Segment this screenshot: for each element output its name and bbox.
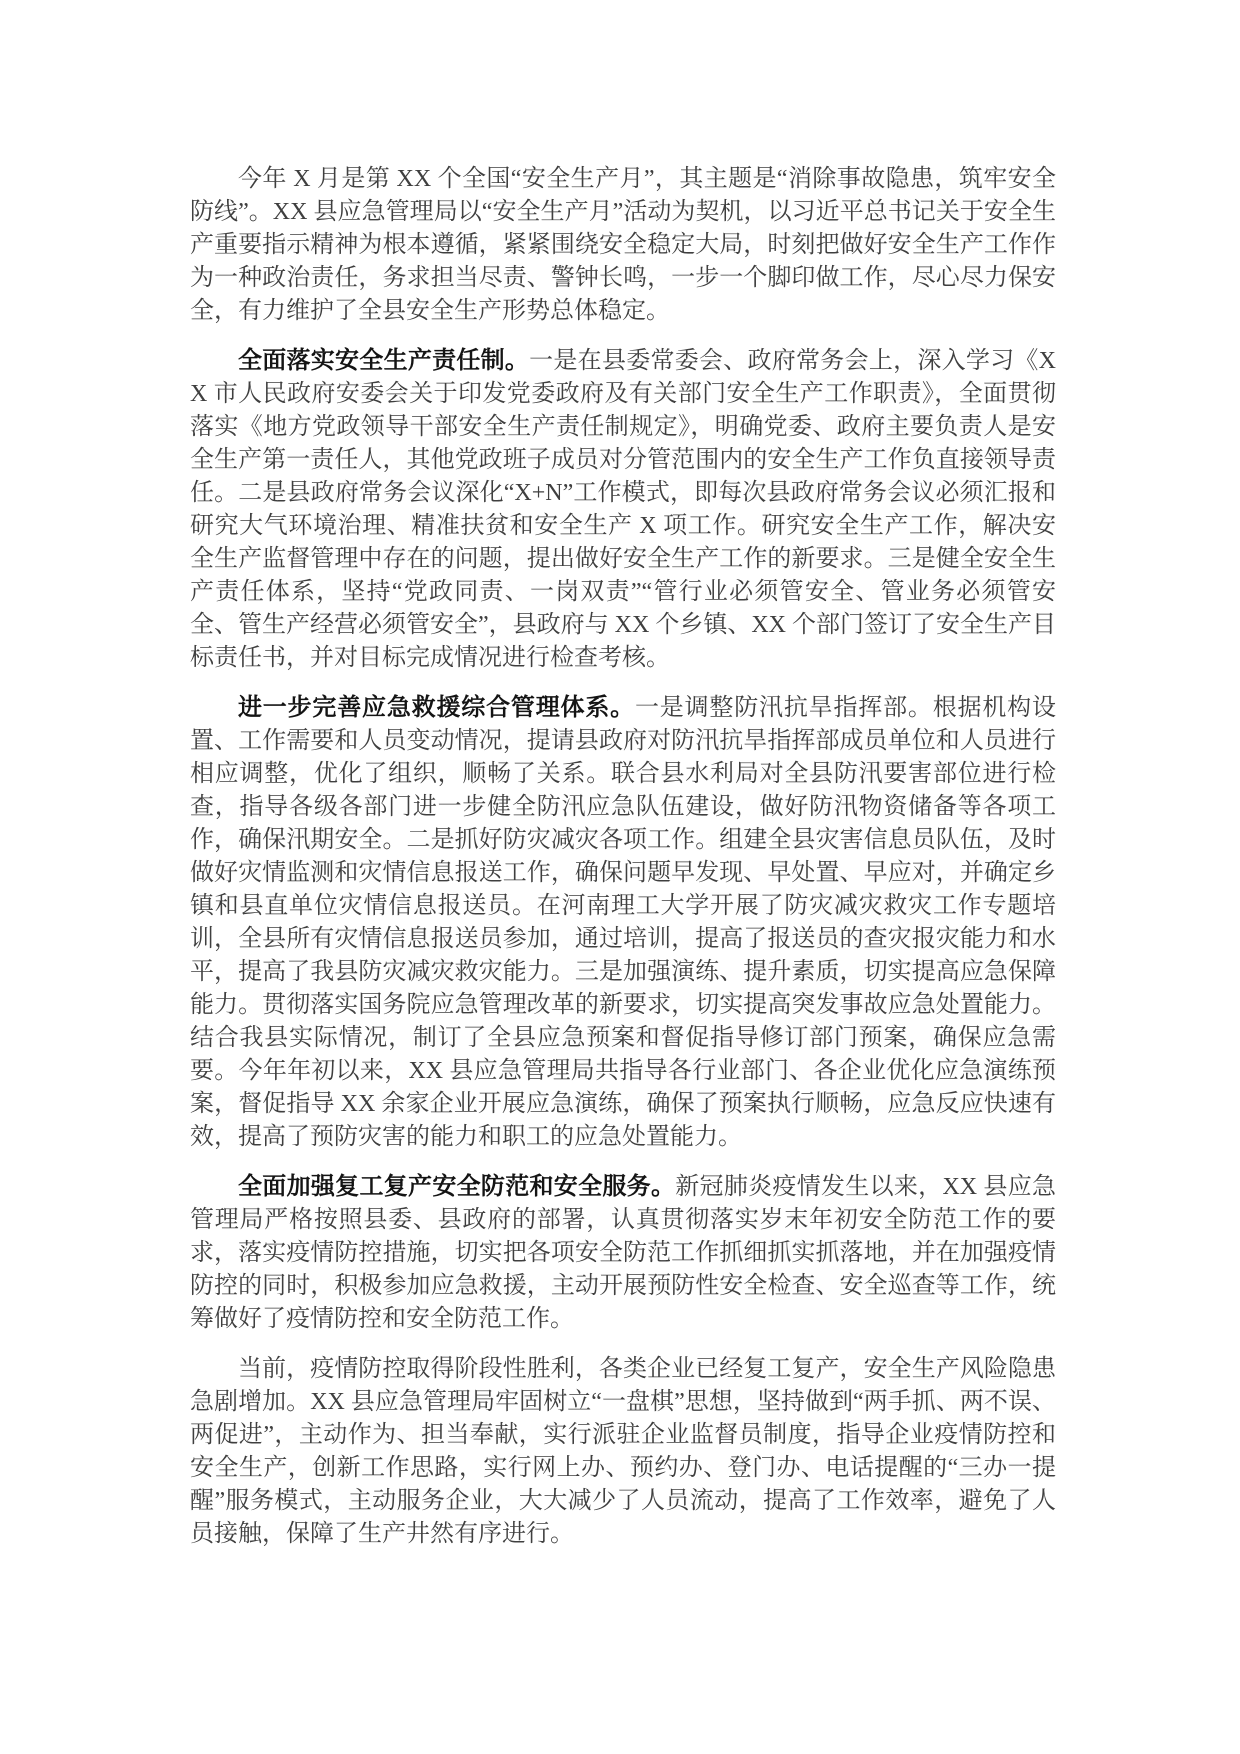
paragraph-text: 当前，疫情防控取得阶段性胜利，各类企业已经复工复产，安全生产风险隐患急剧增加。XX 县应急管理局牢固树立“一盘棋”思想，坚持做到“两手抓、两不误、两促进”，主动作为、担当奉献，实行派驻企业监督员制度，指导企业疫情防控和安全生产，创新工作思路，实行网上办、预约办、登门办、电话提醒的“三办一提醒”服务模式，主动服务企业，大大减少了人员流动，提高了工作效率，避免了人员接触，保障了生产井然有序进行。	[190, 1356, 1056, 1547]
paragraph-current-situation	[190, 1353, 1056, 1551]
section-heading: 全面加强复工复产安全防范和安全服务。	[238, 1174, 676, 1200]
paragraph-text: 一是调整防汛抗旱指挥部。根据机构设置、工作需要和人员变动情况，提请县政府对防汛抗旱指挥部成员单位和人员进行相应调整，优化了组织，顺畅了关系。联合县水利局对全县防汛要害部位进行检查，指导各级各部门进一步健全防汛应急队伍建设，做好防汛物资储备等各项工作，确保汛期安全。二是抓好防灾减灾各项工作。组建全县灾害信息员队伍，及时做好灾情监测和灾情信息报送工作，确保问题早发现、早处置、早应对，并确定乡镇和县直单位灾情信息报送员。在河南理工大学开展了防灾减灾救灾工作专题培训，全县所有灾情信息报送员参加，通过培训，提高了报送员的查灾报灾能力和水平，提高了我县防灾减灾救灾能力。三是加强演练、提升素质，切实提高应急保障能力。贯彻落实国务院应急管理改革的新要求，切实提高突发事故应急处置能力。结合我县实际情况，制订了全县应急预案和督促指导修订部门预案，确保应急需要。今年年初以来，XX 县应急管理局共指导各行业部门、各企业优化应急演练预案，督促指导 XX 余家企业开展应急演练，确保了预案执行顺畅，应急反应快速有效，提高了预防灾害的能力和职工的应急处置能力。	[190, 695, 1056, 1150]
section-heading: 进一步完善应急救援综合管理体系。	[238, 695, 635, 721]
paragraph-work-resumption-safety	[190, 1171, 1056, 1336]
section-heading: 全面落实安全生产责任制。	[238, 348, 530, 374]
paragraph-emergency-rescue-system	[190, 692, 1056, 1154]
paragraph-text: 一是在县委常委会、政府常务会上，深入学习《XX 市人民政府安委会关于印发党委政府及有关部门安全生产工作职责》，全面贯彻落实《地方党政领导干部安全生产责任制规定》，明确党委、政府主要负责人是安全生产第一责任人，其他党政班子成员对分管范围内的安全生产工作负直接领导责任。二是县政府常务会议深化“X+N”工作模式，即每次县政府常务会议必须汇报和研究大气环境治理、精准扶贫和安全生产 X 项工作。研究安全生产工作，解决安全生产监督管理中存在的问题，提出做好安全生产工作的新要求。三是健全安全生产责任体系，坚持“党政同责、一岗双责”“管行业必须管安全、管业务必须管安全、管生产经营必须管安全”，县政府与 XX 个乡镇、XX 个部门签订了安全生产目标责任书，并对目标完成情况进行检查考核。	[190, 348, 1056, 671]
paragraph-opening	[190, 163, 1056, 328]
paragraph-text: 新冠肺炎疫情发生以来，XX 县应急管理局严格按照县委、县政府的部署，认真贯彻落实岁末年初安全防范工作的要求，落实疫情防控措施，切实把各项安全防范工作抓细抓实抓落地，并在加强疫情防控的同时，积极参加应急救援，主动开展预防性安全检查、安全巡查等工作，统筹做好了疫情防控和安全防范工作。	[190, 1174, 1056, 1332]
paragraph-responsibility-system	[190, 345, 1056, 675]
paragraph-text: 今年 X 月是第 XX 个全国“安全生产月”，其主题是“消除事故隐患，筑牢安全防线”。XX 县应急管理局以“安全生产月”活动为契机，以习近平总书记关于安全生产重要指示精神为根本遵循，紧紧围绕安全稳定大局，时刻把做好安全生产工作作为一种政治责任，务求担当尽责、警钟长鸣，一步一个脚印做工作，尽心尽力保安全，有力维护了全县安全生产形势总体稳定。	[190, 166, 1056, 324]
